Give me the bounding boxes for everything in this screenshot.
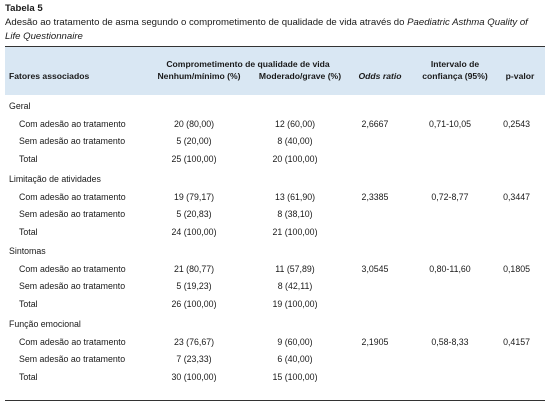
header-confidence-interval-line2: confiança (95%) bbox=[422, 71, 488, 81]
p-value-value: 0,3447 bbox=[503, 191, 530, 202]
value-moderate-severe: 11 (57,89) bbox=[275, 263, 315, 274]
value-moderate-severe: 21 (100,00) bbox=[272, 226, 318, 237]
value-none-minimal: 5 (20,83) bbox=[176, 209, 212, 220]
value-none-minimal: 26 (100,00) bbox=[171, 298, 217, 309]
section-heading: Sintomas bbox=[9, 246, 46, 256]
header-moderate-severe: Moderado/grave (%) bbox=[258, 71, 342, 81]
value-moderate-severe: 19 (100,00) bbox=[272, 298, 318, 309]
table-title: Tabela 5 bbox=[5, 3, 43, 14]
odds-ratio-value: 2,1905 bbox=[361, 336, 389, 347]
header-none-minimal: Nenhum/mínimo (%) bbox=[157, 71, 241, 81]
value-none-minimal: 5 (19,23) bbox=[176, 281, 212, 292]
value-none-minimal: 30 (100,00) bbox=[171, 371, 217, 382]
header-odds-ratio: Odds ratio bbox=[358, 71, 402, 81]
value-moderate-severe: 6 (40,00) bbox=[277, 354, 313, 365]
table-caption bbox=[5, 16, 545, 44]
row-label: Sem adesão ao tratamento bbox=[19, 281, 126, 292]
p-value-value: 0,2543 bbox=[503, 118, 530, 129]
section-heading: Função emocional bbox=[9, 319, 81, 329]
row-label: Com adesão ao tratamento bbox=[19, 118, 126, 129]
caption-text: Adesão ao tratamento de asma segundo o comprometimento de qualidade de vida através do bbox=[5, 17, 408, 28]
odds-ratio-value: 3,0545 bbox=[361, 263, 389, 274]
row-label: Sem adesão ao tratamento bbox=[19, 136, 126, 147]
value-none-minimal: 25 (100,00) bbox=[171, 153, 217, 164]
value-moderate-severe: 20 (100,00) bbox=[272, 153, 318, 164]
row-label: Com adesão ao tratamento bbox=[19, 263, 126, 274]
odds-ratio-value: 2,6667 bbox=[361, 118, 389, 129]
value-moderate-severe: 13 (61,90) bbox=[274, 191, 316, 202]
section-heading: Geral bbox=[9, 101, 31, 111]
odds-ratio-value: 2,3385 bbox=[361, 191, 389, 202]
row-label: Total bbox=[19, 226, 38, 237]
p-value-value: 0,1805 bbox=[503, 263, 530, 274]
value-none-minimal: 7 (23,33) bbox=[176, 354, 212, 365]
bottom-rule bbox=[5, 400, 545, 401]
confidence-interval-value: 0,72-8,77 bbox=[431, 191, 469, 202]
row-label: Sem adesão ao tratamento bbox=[19, 354, 126, 365]
confidence-interval-value: 0,80-11,60 bbox=[429, 263, 471, 274]
value-moderate-severe: 8 (42,11) bbox=[277, 281, 313, 292]
value-moderate-severe: 8 (38,10) bbox=[277, 209, 313, 220]
header-confidence-interval-line1: Intervalo de bbox=[430, 59, 480, 69]
row-label: Com adesão ao tratamento bbox=[19, 336, 126, 347]
section-heading: Limitação de atividades bbox=[9, 174, 101, 184]
row-label: Sem adesão ao tratamento bbox=[19, 209, 126, 220]
value-moderate-severe: 8 (40,00) bbox=[277, 136, 313, 147]
value-moderate-severe: 12 (60,00) bbox=[274, 118, 316, 129]
p-value-value: 0,4157 bbox=[503, 336, 530, 347]
confidence-interval-value: 0,71-10,05 bbox=[428, 118, 472, 129]
value-none-minimal: 21 (80,77) bbox=[173, 263, 215, 274]
value-none-minimal: 24 (100,00) bbox=[171, 226, 217, 237]
value-none-minimal: 20 (80,00) bbox=[173, 118, 215, 129]
row-label: Com adesão ao tratamento bbox=[19, 191, 126, 202]
value-none-minimal: 5 (20,00) bbox=[176, 136, 212, 147]
value-moderate-severe: 15 (100,00) bbox=[272, 371, 318, 382]
header-p-value: p-valor bbox=[505, 71, 535, 81]
caption-questionnaire-name: Paediatric Asthma Quality of Life Questionnaire bbox=[5, 17, 528, 42]
table-header bbox=[5, 47, 545, 95]
row-label: Total bbox=[19, 298, 38, 309]
confidence-interval-value: 0,58-8,33 bbox=[431, 336, 469, 347]
value-none-minimal: 23 (76,67) bbox=[173, 336, 215, 347]
row-label: Total bbox=[19, 371, 38, 382]
header-quality-of-life-group: Comprometimento de qualidade de vida bbox=[166, 59, 330, 69]
row-label: Total bbox=[19, 153, 38, 164]
value-none-minimal: 19 (79,17) bbox=[173, 191, 215, 202]
value-moderate-severe: 9 (60,00) bbox=[277, 336, 313, 347]
header-factors: Fatores associados bbox=[9, 71, 90, 81]
